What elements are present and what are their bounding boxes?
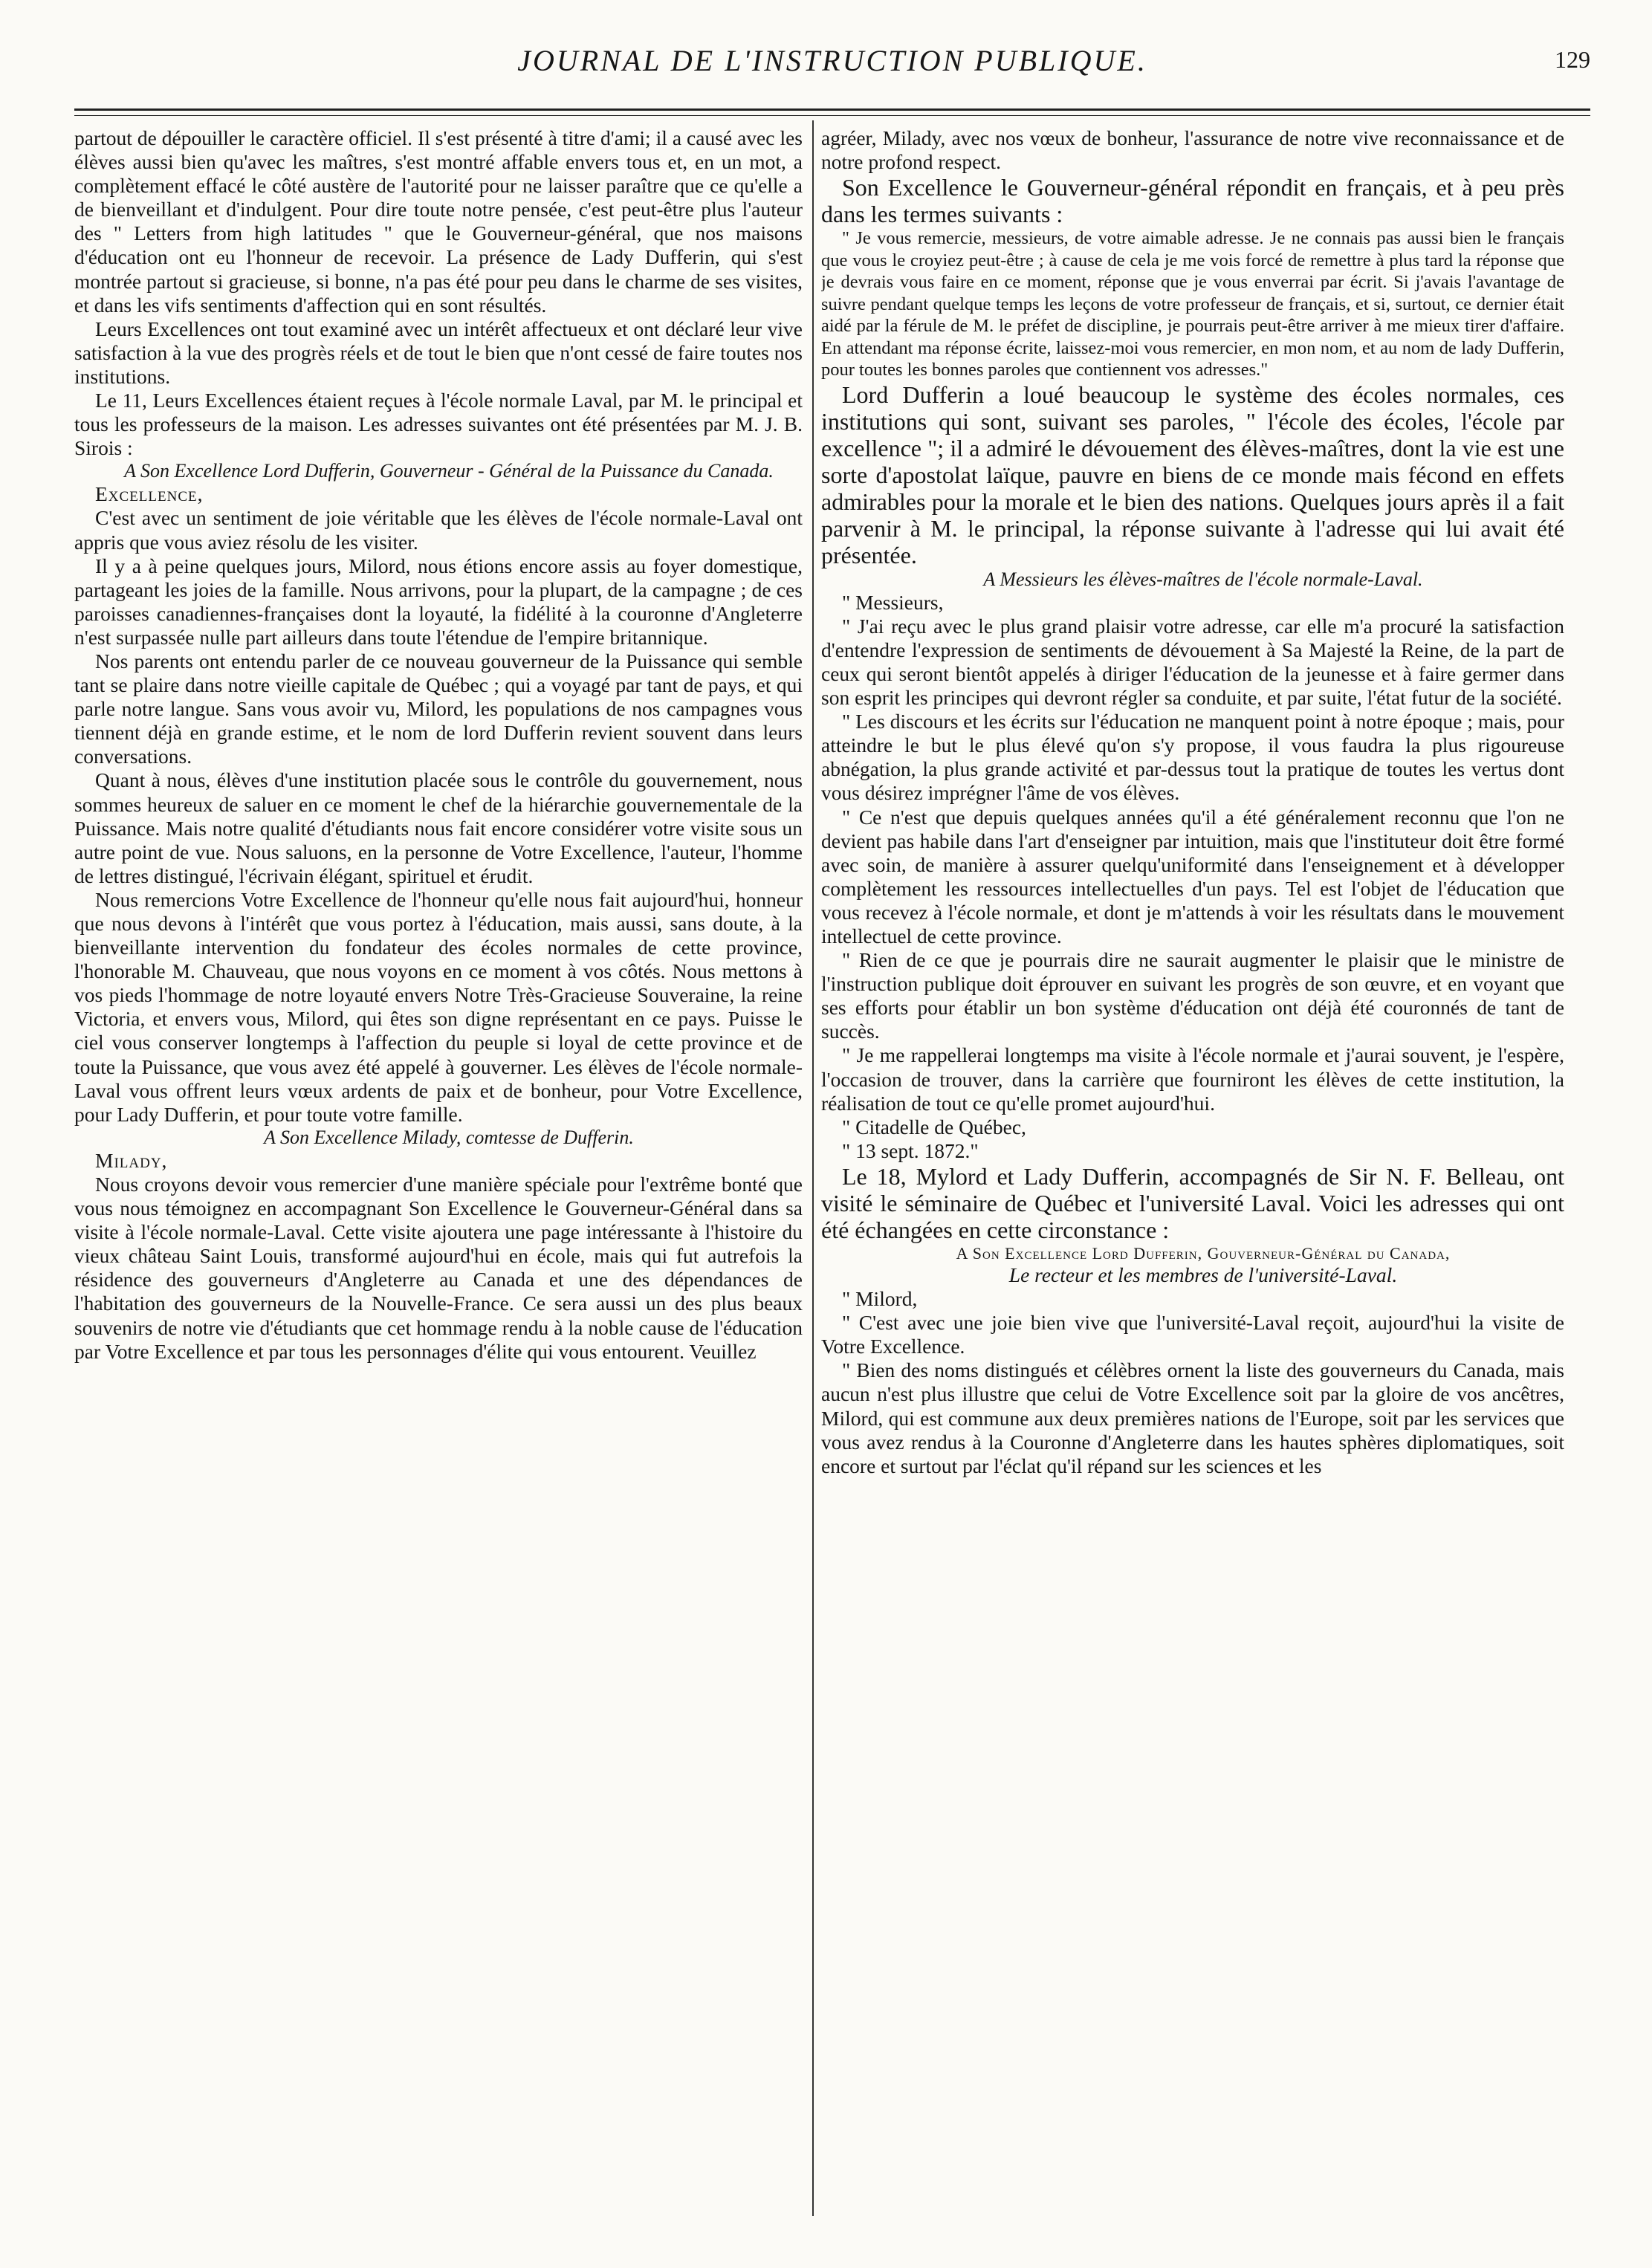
paragraph: Il y a à peine quelques jours, Milord, nous étions encore assis au foyer domestique, partageant les joies de la famille. Nous arrivons, pour la plupart, de la campagne ; de ces paroisses canadiennes-françaises dont la loyauté, la fidélité à la couronne d'Angleterre n'est surpassée nulle part ailleurs dans toute l'étendue de l'empire britannique. <box>74 554 803 649</box>
address-heading: A Son Excellence Lord Dufferin, Gouverneur-Général du Canada, <box>956 1243 1451 1263</box>
page-number: 129 <box>1555 46 1590 73</box>
header-rule <box>74 108 1590 111</box>
paragraph: agréer, Milady, avec nos vœux de bonheur, l'assurance de notre vive reconnaissance et de notre profond respect. <box>821 126 1564 174</box>
paragraph: " C'est avec une joie bien vive que l'université-Laval reçoit, aujourd'hui la visite de Votre Excellence. <box>821 1311 1564 1358</box>
paragraph: " Rien de ce que je pourrais dire ne saurait augmenter le plaisir que le ministre de l'instruction publique doit éprouver en suivant les progrès de son œuvre, et en voyant que ses efforts pour établir un bon système d'éducation ont déjà été couronnés de tant de succès. <box>821 948 1564 1043</box>
paragraph: C'est avec un sentiment de joie véritable que les élèves de l'école normale-Laval ont appris que vous aviez résolu de les visiter. <box>74 506 803 554</box>
paragraph: " Les discours et les écrits sur l'éducation ne manquent point à notre époque ; mais, pour atteindre le but le plus élevé qu'on s'y propose, il vous faudra la plus rigoureuse abnégation, la plus grande activité et par-dessus tout la pratique de toutes les vertus dont vous désirez imprégner l'âme de vos élèves. <box>821 710 1564 805</box>
paragraph: Nos parents ont entendu parler de ce nouveau gouverneur de la Puissance qui semble tant se plaire dans notre vieille capitale de Québec ; qui a voyagé par tant de pays, et qui parle notre langue. Sans vous avoir vu, Milord, les populations de nos campagnes vous tiennent déjà en grande estime, et le nom de lord Dufferin revient souvent dans leurs conversations. <box>74 649 803 768</box>
paragraph: Le 18, Mylord et Lady Dufferin, accompagnés de Sir N. F. Belleau, ont visité le séminaire de Québec et l'université Laval. Voici les adresses qui ont été échangées en cette circonstance : <box>821 1162 1564 1243</box>
address-heading: A Messieurs les élèves-maîtres de l'école normale-Laval. <box>983 568 1423 590</box>
address-heading: A Son Excellence Milady, comtesse de Dufferin. <box>264 1126 634 1148</box>
paragraph: Nous croyons devoir vous remercier d'une manière spéciale pour l'extrême bonté que vous nous témoignez en accompagnant Son Excellence le Gouverneur-Général dans sa visite à l'école normale-Laval. Cette visite ajoutera une page intéressante à l'histoire du vieux château Saint Louis, transformé aujourd'hui en école, mais qui fut autrefois la résidence des gouverneurs d'Angleterre au Canada et une des dépendances de l'habitation des gouverneurs de la Nouvelle-France. Ce sera aussi un des plus beaux souvenirs de notre vie d'étudiants que cet hommage rendu à la noble cause de l'éducation par Votre Excellence et par tous les personnages d'élite qui vous entourent. Veuillez <box>74 1172 803 1363</box>
address-subheading: Le recteur et les membres de l'université-Laval. <box>1008 1263 1398 1286</box>
quoted-reply: " Je vous remercie, messieurs, de votre aimable adresse. Je ne connais pas aussi bien le français que vous le croyiez peut-être ; à cause de cela je me vois forcé de remettre à plus tard la réponse que je devrais vous faire en ce moment, réponse que je vous enverrai par écrit. Si j'avais l'avantage de suivre pendant quelque temps les leçons de votre professeur de français, et si, surtout, ce dernier était aidé par la férule de M. le préfet de discipline, je pourrais peut-être arriver à me mieux tirer d'affaire. En attendant ma réponse écrite, laissez-moi vous remercier, en mon nom, et au nom de lady Dufferin, pour toutes les bonnes paroles que contiennent vos adresses." <box>821 228 1564 380</box>
paragraph: Lord Dufferin a loué beaucoup le système des écoles normales, ces institutions qui sont, suivant ses paroles, " l'école des écoles, l'école par excellence "; il a admiré le dévouement des élèves-maîtres, dont la vie est une sorte d'apostolat laïque, pauvre en biens de ce monde mais fécond en effets admirables pour la morale et le bien des nations. Quelques jours après il a fait parvenir à M. le principal, la réponse suivante à l'adresse qui lui avait été présentée. <box>821 380 1564 568</box>
paragraph: " Je me rappellerai longtemps ma visite à l'école normale et j'aurai souvent, je l'espère, l'occasion de trouver, dans la carrière que fourniront les élèves de cette institution, la réalisation de tout ce qu'elle promet aujourd'hui. <box>821 1043 1564 1115</box>
paragraph: Quant à nous, élèves d'une institution placée sous le contrôle du gouvernement, nous sommes heureux de saluer en ce moment le chef de la hiérarchie gouvernementale de la Puissance. Mais notre qualité d'étudiants nous fait encore considérer votre visite sous un autre point de vue. Nous saluons, en la personne de Votre Excellence, l'auteur, l'homme de lettres distingué, l'écrivain élégant, spirituel et érudit. <box>74 768 803 887</box>
column-divider <box>812 120 814 2216</box>
paragraph: Nous remercions Votre Excellence de l'honneur qu'elle nous fait aujourd'hui, honneur que nous devons à l'intérêt que vous portez à l'éducation, mais aussi, sans doute, à la bienveillante intervention du fondateur des écoles normales de cette province, l'honorable M. Chauveau, que nous voyons en ce moment à vos côtés. Nous mettons à vos pieds l'hommage de notre loyauté envers Notre Très-Gracieuse Souveraine, la reine Victoria, et envers vous, Milord, qui êtes son digne représentant en ce pays. Puisse le ciel vous conserver longtemps à l'affection du peuple si loyal de cette province et de toute la Puissance, que vous avez été appelé à gouverner. Les élèves de l'école normale-Laval vous offrent leurs vœux ardents de paix et de bonheur, pour Votre Excellence, pour Lady Dufferin, et pour toute votre famille. <box>74 887 803 1126</box>
salutation: " Milord, <box>842 1287 918 1311</box>
left-column <box>74 126 803 2222</box>
paragraph: Son Excellence le Gouverneur-général répondit en français, et à peu près dans les termes suivants : <box>821 174 1564 228</box>
address-heading: A Son Excellence Lord Dufferin, Gouverneur - Général de la Puissance du Canada. <box>124 460 774 482</box>
header-rule-thin <box>74 115 1590 116</box>
page-header <box>74 39 1590 91</box>
right-column <box>821 126 1564 2222</box>
paragraph: Leurs Excellences ont tout examiné avec un intérêt affectueux et ont déclaré leur vive satisfaction à la vue des progrès réels et de tout le bien que n'ont cessé de faire toutes nos institutions. <box>74 317 803 388</box>
paragraph: " Bien des noms distingués et célèbres ornent la liste des gouverneurs du Canada, mais aucun n'est plus illustre que celui de Votre Excellence soit par la gloire de vos ancêtres, Milord, qui est commune aux deux premières nations de l'Europe, soit par les services que vous avez rendus à la Couronne d'Angleterre dans les hautes sphères diplomatiques, soit encore et surtout par l'éclat qu'il répand sur les sciences et les <box>821 1358 1564 1477</box>
salutation: Excellence, <box>95 482 204 506</box>
salutation: " Messieurs, <box>842 590 944 614</box>
paragraph: " Ce n'est que depuis quelques années qu'il a été généralement reconnu que l'on ne devient pas habile dans l'art d'enseigner par intuition, mais que l'instituteur doit être formé avec soin, de manière à assurer quelqu'uniformité dans l'enseignement et à développer complètement les ressources intellectuelles d'un pays. Tel est l'objet de l'éducation que vous recevez à l'école normale, et dont je m'attends à voir les résultats dans le mouvement intellectuel de cette province. <box>821 805 1564 947</box>
paragraph: " J'ai reçu avec le plus grand plaisir votre adresse, car elle m'a procuré la satisfaction d'entendre l'expression de sentiments de dévouement à Sa Majesté la Reine, de la part de ceux qui seront bientôt appelés à diriger l'éducation de la jeunesse et à faire germer dans son esprit les principes qui devront régler sa conduite, et par suite, l'état futur de la société. <box>821 614 1564 710</box>
journal-title: JOURNAL DE L'INSTRUCTION PUBLIQUE. <box>517 44 1147 77</box>
salutation: Milady, <box>95 1148 168 1172</box>
dateline-place: " Citadelle de Québec, <box>842 1115 1026 1138</box>
paragraph: Le 11, Leurs Excellences étaient reçues à l'école normale Laval, par M. le principal et tous les professeurs de la maison. Les adresses suivantes ont été présentées par M. J. B. Sirois : <box>74 389 803 460</box>
paragraph: partout de dépouiller le caractère officiel. Il s'est présenté à titre d'ami; il a causé avec les élèves aussi bien qu'avec les maîtres, s'est montré affable envers tous et, en un mot, a complètement effacé le côté austère de l'autorité pour ne laisser paraître que ce qu'elle a de bienveillant et d'indulgent. Pour dire toute notre pensée, c'est peut-être plus l'auteur des " Letters from high latitudes " que le Gouverneur-général, que nos maisons d'éducation ont eu l'honneur de recevoir. La présence de Lady Dufferin, qui s'est montrée partout si gracieuse, si bonne, n'a pas été pour peu dans le charme de ses visites, et dans les vifs sentiments d'affection qui en sont résultés. <box>74 126 803 317</box>
dateline-date: " 13 sept. 1872." <box>842 1138 979 1162</box>
